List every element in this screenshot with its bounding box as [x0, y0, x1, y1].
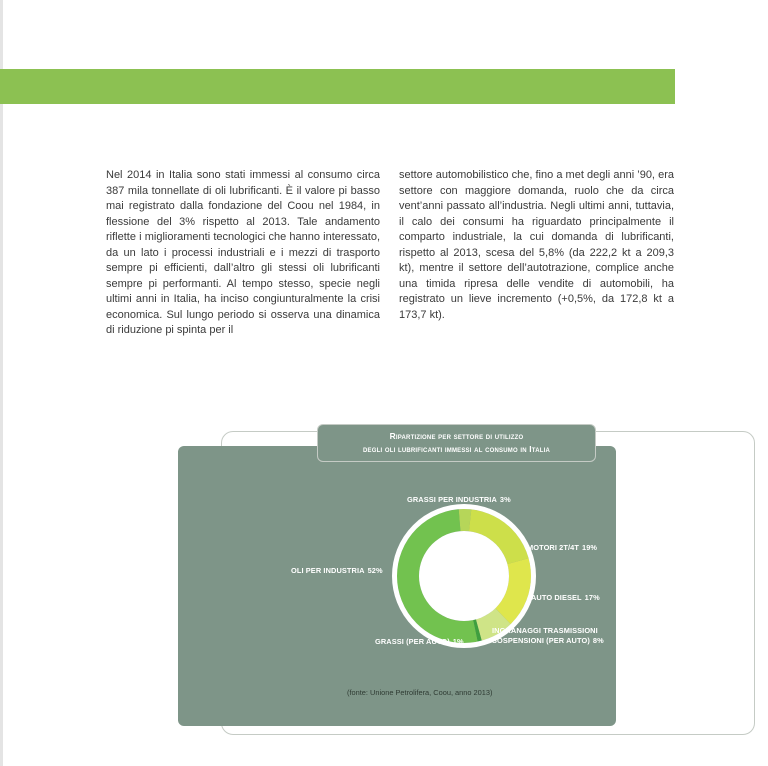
figure-title-line2: degli oli lubrificanti immessi al consumo in Italia: [362, 444, 551, 454]
figure-title-line1: Ripartizione per settore di utilizzo: [389, 431, 524, 441]
label-oli-industria: OLI PER INDUSTRIA 52%: [291, 566, 383, 575]
donut-slices: [395, 507, 534, 646]
label-grassi-auto: GRASSI (PER AUTO) 1%: [375, 637, 464, 646]
label-motori: MOTORI 2T/4T 19%: [527, 543, 598, 552]
donut-hole: [419, 531, 509, 621]
label-grassi-industria: GRASSI PER INDUSTRIA 3%: [407, 495, 511, 504]
label-auto-diesel: AUTO DIESEL 17%: [531, 593, 600, 602]
paragraph-right: settore automobilistico che, fino a met degli anni ’90, era settore con maggiore domanda, ruolo che da circa vent’anni passato all’industria. Negli ultimi anni, tuttavia, il calo dei consumi ha riguardato principalmente il comparto industriale, la cui domanda di lubrificanti, rispetto al 2013, scesa del 5,8% (da 222,2 kt a 209,3 kt), mentre il settore dell’autotrazione, complice anche una timida ripresa delle vendite di automobili, ha registrato un lieve incremento (+0,5%, da 172,8 kt a 173,7 kt).: [399, 169, 674, 321]
paragraph-left: Nel 2014 in Italia sono stati immessi al consumo circa 387 mila tonnellate di oli lubrificanti. È il valore pi basso mai registrato dalla fondazione del Coou nel 1984, in flessione del 3% rispetto al 2013. Tale andamento riflette i miglioramenti tecnologici che hanno interessato, da un lato i processi industriali e i mezzi di trasporto sempre pi efficienti, dall’altro gli stessi oli lubrificanti sempre pi performanti. Al tempo stesso, specie negli ultimi anni in Italia, ha inciso congiunturalmente la crisi economica. Sul lungo periodo si osserva una dinamica di riduzione pi spinta per il: [106, 169, 380, 336]
figure-source: (fonte: Unione Petrolifera, Coou, anno 2013): [347, 688, 493, 697]
label-ingranaggi: INGRANAGGI TRASMISSIONI SOSPENSIONI (PER AUTO) 8%: [492, 626, 604, 645]
